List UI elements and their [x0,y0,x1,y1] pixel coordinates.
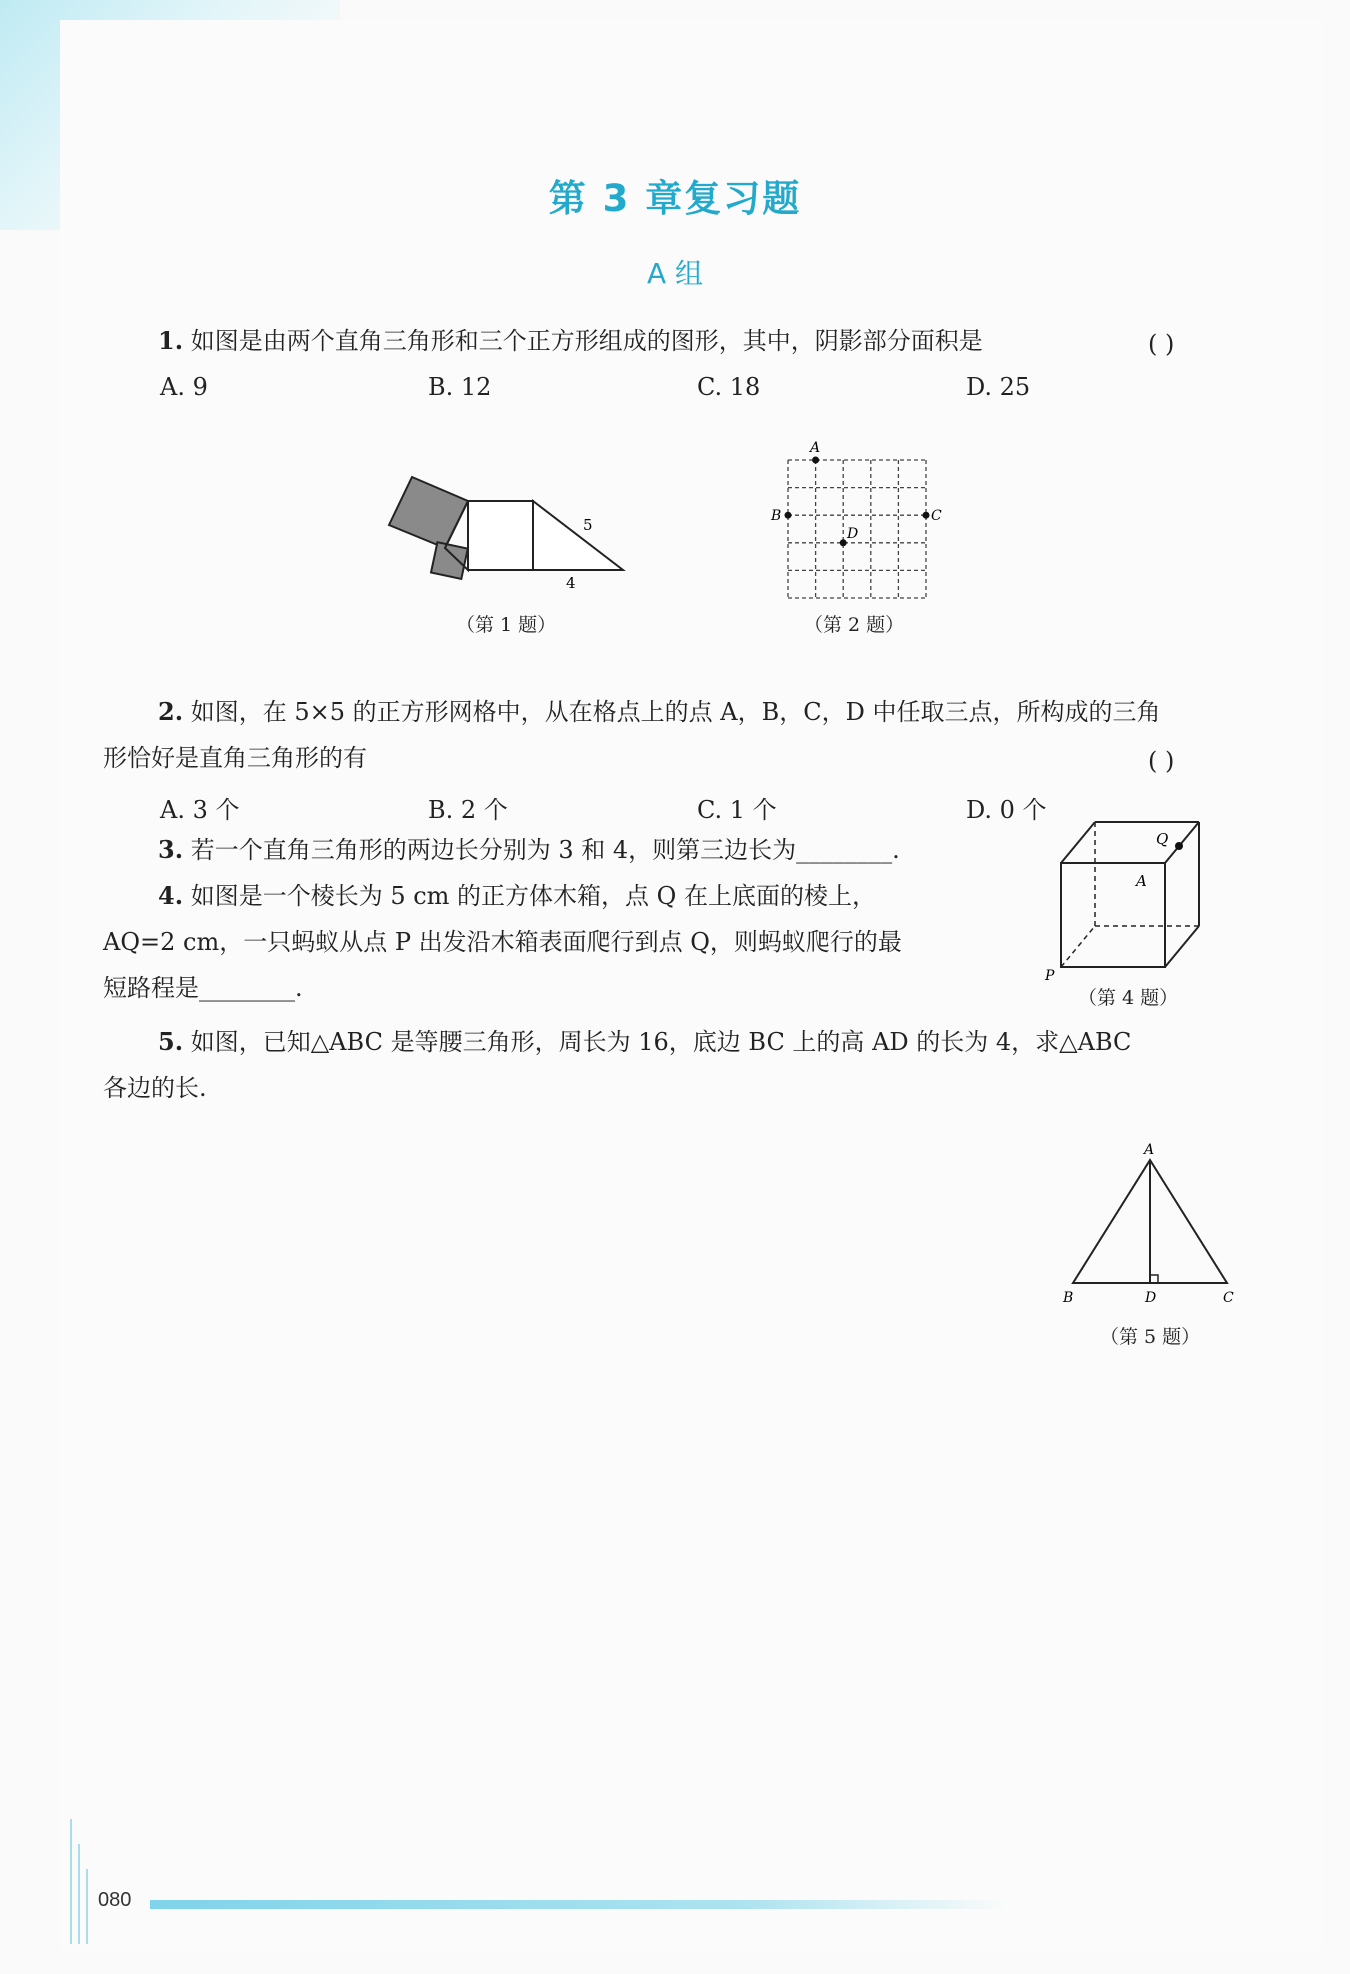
question-number: 5. [158,1027,184,1056]
cube-front-face [1061,863,1165,967]
label-b: B [1063,1290,1074,1306]
footer-line [86,1869,88,1944]
white-square [468,501,533,570]
footer-bar [150,1900,1010,1909]
label-base: 4 [566,574,576,592]
option-a: A. 3 个 [160,796,240,824]
label-c: C [931,508,942,524]
question-text-line1: 如图，在 5×5 的正方形网格中，从在格点上的点 A，B，C，D 中任取三点，所构成的三角 [190,698,1161,726]
answer-paren: ( ) [1148,747,1175,775]
question-3 [158,827,900,873]
page-number: 080 [98,1889,132,1911]
figure-1 [380,460,640,600]
option-c: C. 18 [697,373,761,401]
label-a: A [1136,872,1147,890]
figure-4-caption: （第 4 题） [1078,987,1179,1009]
point-c [923,512,930,519]
figure-5 [1055,1140,1245,1310]
answer-paren: ( ) [1148,330,1175,358]
question-1 [158,318,983,364]
question-text-line2: 形恰好是直角三角形的有 [103,744,367,772]
question-number: 4. [158,881,184,910]
figure-2-caption: （第 2 题） [804,614,905,636]
question-number: 2. [158,697,184,726]
point-d [840,539,847,546]
footer-line [78,1844,80,1944]
question-2 [158,689,1160,735]
option-d: D. 25 [966,373,1031,401]
option-b: B. 2 个 [428,796,508,824]
label-a: A [1144,1142,1155,1158]
option-d: D. 0 个 [966,796,1047,824]
point-a [812,457,819,464]
question-text-line1: 如图是一个棱长为 5 cm 的正方体木箱，点 Q 在上底面的棱上， [190,882,876,910]
page-title: 第 3 章复习题 [548,177,802,220]
group-heading: A 组 [646,257,704,290]
question-number: 1. [158,326,184,355]
shaded-square-large [389,477,468,548]
question-4-line3: 短路程是________. [103,974,303,1002]
option-c: C. 1 个 [697,796,777,824]
label-d: D [847,526,859,542]
point-b [785,512,792,519]
shaded-square-small [431,542,468,579]
label-p: P [1045,968,1055,983]
label-q: Q [1156,830,1169,848]
point-q [1175,842,1183,850]
label-d: D [1145,1290,1157,1306]
figure-2 [768,438,958,608]
option-b: B. 12 [428,373,492,401]
right-angle-mark [1150,1275,1158,1283]
right-triangle-large [533,501,623,570]
footer-line [70,1819,72,1944]
label-hypotenuse: 5 [583,516,593,534]
question-text-line1: 如图，已知△ABC 是等腰三角形，周长为 16，底边 BC 上的高 AD 的长为 4，求△ABC [190,1028,1132,1056]
question-4 [158,873,876,919]
option-a: A. 9 [160,373,208,401]
question-4-line2: AQ=2 cm，一只蚂蚁从点 P 出发沿木箱表面爬行到点 Q，则蚂蚁爬行的最 [103,928,902,956]
label-c: C [1223,1290,1234,1306]
question-5 [158,1019,1131,1065]
question-text: 如图是由两个直角三角形和三个正方形组成的图形，其中，阴影部分面积是 [190,327,983,355]
figure-5-caption: （第 5 题） [1100,1326,1201,1348]
figure-1-caption: （第 1 题） [456,614,557,636]
figure-4 [1040,808,1220,983]
question-text: 若一个直角三角形的两边长分别为 3 和 4，则第三边长为________. [190,836,900,864]
label-b: B [771,508,782,524]
question-5-line2: 各边的长. [103,1074,207,1102]
question-number: 3. [158,835,184,864]
label-a: A [810,440,821,456]
